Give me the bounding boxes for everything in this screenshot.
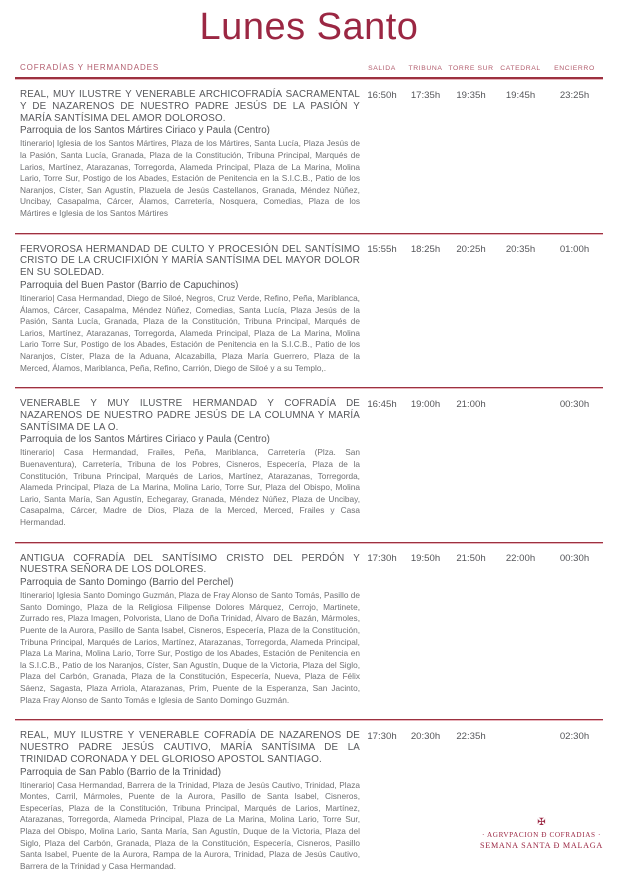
time-tribuna: 20:30h bbox=[410, 730, 441, 742]
itinerary-text: Itinerario| Casa Hermandad, Barrera de la Trinidad, Plaza de Jesús Cautivo, Trinidad, Plaza Montes, Carril, Mármoles, Puente de la Aurora, Pasillo de Santa Isabel, Cisneros, Especerías, Plaza de la Constitución, Tribuna Principal, Marqués de Larios, Martínez, Atarazanas, Torregorda, Alameda Principal, Plaza de La Marina, Molina Lario, Torre Sur, Plaza del Obispo, Molina Lario, Santa María, San Agustín, Duque de la Victoria, Plaza del Siglo, Plaza del Carbón, Granada, Plaza de la Constitución, Especería, Cisneros, Pasillo Santa Isabel, Puente de la Aurora, Rampa de la Aurora, Trinidad, Plaza de Jesús Cautivo, Barrera de la Trinidad y Casa Hermandad. bbox=[20, 779, 360, 871]
entry-text-block bbox=[15, 553, 360, 707]
time-encierro: 00:30h bbox=[559, 553, 590, 565]
schedule-sheet bbox=[15, 63, 603, 872]
time-salida: 15:55h bbox=[367, 244, 397, 256]
time-catedral: 19:45h bbox=[505, 89, 536, 101]
time-salida: 16:50h bbox=[367, 89, 397, 101]
time-torre-sur: 20:25h bbox=[456, 244, 486, 256]
cofradia-entry-4 bbox=[15, 544, 603, 707]
cofradia-name: REAL, MUY ILUSTRE Y VENERABLE ARCHICOFRADÍA SACRAMENTAL Y DE NAZARENOS DE NUESTRO PADRE JESÚS DE LA PASIÓN Y MARÍA SANTÍSIMA DEL AMOR DOLOROSO. bbox=[20, 89, 360, 124]
parish-name: Parroquia del Buen Pastor (Barrio de Capuchinos) bbox=[20, 279, 239, 291]
agrupacion-footer bbox=[480, 818, 603, 850]
time-salida: 17:30h bbox=[367, 730, 397, 742]
entry-text-block bbox=[15, 89, 360, 220]
time-catedral: 20:35h bbox=[505, 244, 536, 256]
time-salida: 16:45h bbox=[367, 398, 397, 410]
time-tribuna: 18:25h bbox=[410, 244, 441, 256]
entry-text-block bbox=[15, 398, 360, 529]
time-tribuna: 19:00h bbox=[410, 398, 441, 410]
time-torre-sur: 21:50h bbox=[456, 553, 486, 565]
column-header-cofradias: COFRADÍAS Y HERMANDADES bbox=[20, 63, 160, 72]
cofradia-entry-1 bbox=[15, 80, 603, 220]
time-catedral bbox=[495, 730, 546, 731]
parish-name: Parroquia de Santo Domingo (Barrio del Perchel) bbox=[20, 577, 234, 589]
cofradia-entry-3 bbox=[15, 389, 603, 529]
time-torre-sur: 19:35h bbox=[456, 89, 486, 101]
time-encierro: 02:30h bbox=[559, 730, 590, 742]
itinerary-text: Itinerario| Casa Hermandad, Diego de Siloé, Negros, Cruz Verde, Refino, Peña, Mariblanca, Álamos, Cárcer, Casapalma, Méndez Núñez, Comedias, Santa Lucía, Plaza Jesús de la Pasión, Santa Lucía, Granada, Plaza de la Constitución, Tribuna Principal, Marqués de Larios, Martínez, Atarazanas, Torregorda, Alameda Principal, Plaza de La Marina, Molina Lario Torre Sur, Postigo de los Abades, Estación de Penitencia en la S.I.C.B., Patio de los Naranjos, Císter, Plaza de la Aduana, Alcazabilla, Plaza María Guerrero, Plaza de la Merced, Álamos, Mariblanca, Peña, Refino, Carrión, Diego de Siloé y a su Templo,. bbox=[20, 292, 360, 373]
itinerary-text: Itinerario| Iglesia de los Santos Mártires, Plaza de los Mártires, Santa Lucía, Plaza Jesús de la Pasión, Santa Lucía, Granada, Plaza de la Constitución, Tribuna Principal, Marqués de Larios, Martínez, Atarazanas, Torregorda, Alameda Principal, Plaza de La Marina, Molina Lario, Torre Sur, Postigo de los Abades, Estación de Penitencia en la S.I.C.B., Patio de los Naranjos, Císter, San Agustín, Plazuela de Jesús Castellanos, Granada, Méndez Núñez, Uncibay, Casapalma, Cárcer, Álamos, Carretería, Nosquera, Comedias, Plaza de los Mártires e Iglesia de los Santos Mártires bbox=[20, 138, 360, 218]
parish-name: Parroquia de San Pablo (Barrio de la Trinidad) bbox=[20, 766, 221, 778]
time-catedral: 22:00h bbox=[505, 553, 536, 565]
column-header-torre-sur: TORRE SUR bbox=[448, 65, 494, 72]
time-torre-sur: 21:00h bbox=[456, 398, 486, 410]
footer-line-semana-santa: SEMANA SANTA Ð MALAGA bbox=[480, 841, 603, 850]
maltese-cross-icon: ✠ bbox=[537, 817, 546, 828]
cofradia-entry-2 bbox=[15, 235, 603, 375]
table-header-row bbox=[15, 63, 603, 72]
time-encierro: 00:30h bbox=[559, 398, 590, 410]
time-tribuna: 17:35h bbox=[410, 89, 441, 101]
cofradia-name: VENERABLE Y MUY ILUSTRE HERMANDAD Y COFRADÍA DE NAZARENOS DE NUESTRO PADRE JESÚS DE LA COLUMNA Y MARÍA SANTÍSIMA DE LA O. bbox=[20, 398, 360, 433]
column-header-salida: SALIDA bbox=[368, 65, 396, 72]
column-header-encierro: ENCIERRO bbox=[554, 65, 595, 72]
time-catedral bbox=[495, 398, 546, 399]
parish-name: Parroquia de los Santos Mártires Ciriaco y Paula (Centro) bbox=[20, 434, 270, 446]
cofradia-name: ANTIGUA COFRADÍA DEL SANTÍSIMO CRISTO DEL PERDÓN Y NUESTRA SEÑORA DE LOS DOLORES. bbox=[20, 552, 360, 576]
entry-text-block bbox=[15, 244, 360, 375]
time-encierro: 23:25h bbox=[559, 89, 590, 101]
time-salida: 17:30h bbox=[367, 553, 397, 565]
page-title: Lunes Santo bbox=[199, 6, 419, 48]
column-header-catedral: CATEDRAL bbox=[500, 65, 541, 72]
column-header-tribuna: TRIBUNA bbox=[408, 65, 443, 72]
cofradia-name: FERVOROSA HERMANDAD DE CULTO Y PROCESIÓN DEL SANTÍSIMO CRISTO DE LA CRUCIFIXIÓN Y MARÍA SANTÍSIMA DEL MAYOR DOLOR EN SU SOLEDAD. bbox=[20, 243, 360, 279]
itinerary-text: Itinerario| Iglesia Santo Domingo Guzmán, Plaza de Fray Alonso de Santo Tomás, Pasillo de Santo Domingo, Plaza de la Religiosa Filipense Dolores Márquez, Cerrojo, Martinete, Zurrado res, Plaza Imagen, Polvorista, Llano de Doña Trinidad, Álvaro de Bazán, Mármoles, Puente de la Aurora, Pasillo de Santa Isabel, Cisneros, Especería, Plaza de la Constitución, Tribuna Principal, Marqués de Larios, Martínez, Atarazanas, Torregorda, Alameda Principal, Plaza La Marina, Molina Lario, Torre Sur, Postigo de los Abades, Estación de Penitencia en la S.I.C.B., Patio de los Naranjos, Císter, San Agustín, Duque de la Victoria, Plaza del Siglo, Plaza del Carbón, Granada, Plaza de la Constitución, Especería, Nueva, Plaza de Félix Sáenz, Sagasta, Plaza Arriola, Atarazanas, Prim, Puente de la Esperanza, San Jacinto, Plaza Fray Alonso de Santo Tomás e Iglesia de Santo Domingo Guzmán. bbox=[20, 590, 360, 705]
entry-text-block bbox=[15, 730, 360, 872]
time-torre-sur: 22:35h bbox=[456, 730, 486, 742]
parish-name: Parroquia de los Santos Mártires Ciriaco y Paula (Centro) bbox=[20, 125, 270, 137]
cofradia-name: REAL, MUY ILUSTRE Y VENERABLE COFRADÍA DE NAZARENOS DE NUESTRO PADRE JESÚS CAUTIVO, MARÍA SANTÍSIMA DE LA TRINIDAD CORONADA Y DEL GLORIOSO APOSTOL SANTIAGO. bbox=[20, 730, 360, 765]
itinerary-text: Itinerario| Casa Hermandad, Frailes, Peña, Mariblanca, Carretería (Plza. San Buenaventura), Carretería, Tribuna de los Pobres, Cisneros, Especería, Plaza de la Constitución, Tribuna Principal, Marqués de Larios, Martínez, Atarazanas, Torregorda, Alameda Principal, Plaza de La Marina, Molina Lario, Torre Sur, Plaza del Obispo, Molina Lario, Santa María, San Agustín, Echegaray, Granada, Méndez Núñez, Plaza de Uncibay, Casapalma, Cárcer, Madre de Dios, Plaza de la Merced, Merced, Frailes y Casa Hermandad. bbox=[20, 447, 360, 528]
time-tribuna: 19:50h bbox=[410, 553, 441, 565]
time-encierro: 01:00h bbox=[559, 244, 590, 256]
footer-line-agrupacion: · AGRVPACION Ð COFRADIAS · bbox=[482, 831, 601, 839]
